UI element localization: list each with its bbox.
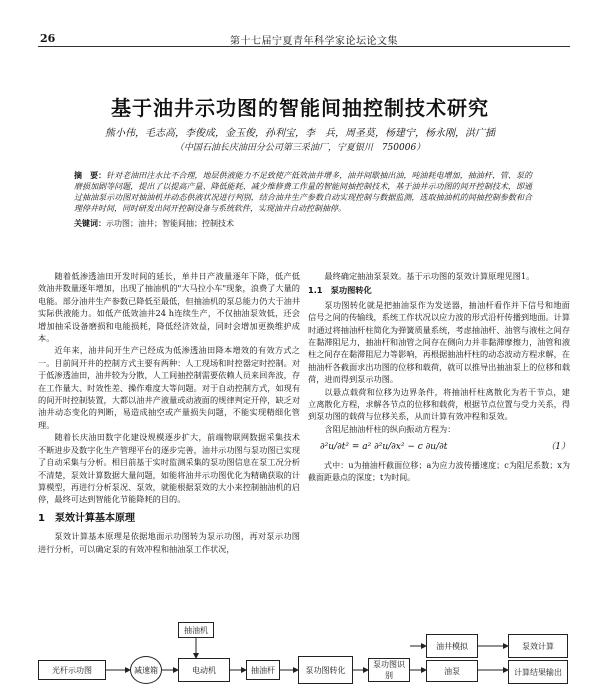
abstract-label: 摘 要： — [74, 171, 107, 180]
equation-1 — [308, 441, 570, 453]
affiliation: （中国石油长庆油田分公司第三采油厂，宁夏银川 750006） — [174, 143, 426, 153]
abstract-text: 针对老油田注水比不合理，地层供液能力不足致使产低效油井增多，油井间歇抽出油，吨油耗电增加，抽油杆、管、泵的磨损加剧等问题，提出了以提高产量、降低能耗、减少维修费工作量的智能间抽控制技术，基于油井示功图的间开控制技术，即通过抽油泵示功图对抽油机井动态供液状况进行判别，结合油井生产参数自动实现控制与数据监测，选取抽油机的间抽控制参数和合理停井时间，同时研发出间开控制设备与系统软件，实现油井自动控制抽停。 — [74, 171, 533, 213]
keywords-label: 关键词： — [74, 219, 106, 228]
box-dyno-output: 光杆示功图 — [38, 660, 106, 680]
left-column — [38, 270, 300, 555]
intro-paragraph-3: 随着长庆油田数字化建设规模逐步扩大，前端物联网数据采集技术不断进步及数字化生产管理平台的逐步完善，油井示功图与泵功图已实现了自动采集与分析。相目前基于实时监测采集的泵功图信息在泵工况分析不清楚，泵效计算数据大量问题，如能将油井示功图优化为精确获取的计算模型，再进行分析泵况、泵效，就能根据泵效的大小来控制抽油机的启停，最终可达到智能化节能降耗的目的。 — [38, 432, 301, 505]
keywords-text: 示功图；油井；智能间抽；控制技术 — [106, 219, 234, 228]
box-pumpjack: 抽油机 — [178, 622, 214, 638]
subsection-paragraph-3: 含阻尼抽油杆柱的纵向振动方程为： — [324, 423, 456, 434]
box-pump-card-identify: 泵功图识别 — [368, 658, 410, 682]
box-pump: 油泵 — [426, 660, 478, 682]
subsection-paragraph-2: 以悬点载荷和位移为边界条件，将抽油杆柱离散化为若干节点，建立离散化方程，求解各节点的位移和载荷，根据节点位置与受力关系，得到泵功图的载荷与位移关系，从而计算有效冲程和泵效。 — [308, 386, 571, 422]
box-result-output: 计算结果输出 — [508, 660, 568, 684]
running-head: 第十七届宁夏青年科学家论坛论文集 — [230, 36, 398, 47]
page-number: 26 — [40, 32, 56, 45]
box-motor: 电动机 — [178, 658, 230, 682]
section-1-paragraph: 泵效计算基本原理是依据地面示功图转为泵示功图，再对泵示功图进行分析，可以确定泵的有效冲程和抽油泵工作状况， — [38, 531, 300, 554]
section-1-heading: 1 泵效计算基本原理 — [38, 512, 135, 524]
subsection-paragraph-1: 泵功图转化就是把抽油泵作为发送器，抽油杆看作并下信号和地面信号之间的传输线，系统工作状况以应力波的形式沿杆传播到地面。计算时通过将抽油杆柱简化为弹簧质量系统，考虑抽油杆、油管与液柱之间存在黏滞阻尼力，抽油杆和油管之间存在侧向力并非黏滞摩擦力，油管和液柱之间存在黏滞阻尼力等影响，再根据抽油杆柱的动态波动方程求解，在抽油杆各截面求出功图的位移和载荷，就可以推导出抽油泵上的位移和载荷，进而得到泵示功图。 — [308, 299, 571, 385]
figure-reference-paragraph: 最终确定抽油泵泵效。基于示功图的泵效计算原理见图1。 — [324, 271, 535, 281]
equation-body: ∂²u/∂t² = a² ∂²u/∂x² − c ∂u/∂t — [320, 442, 448, 453]
figure-1-flowchart — [38, 622, 578, 690]
equation-note: 式中：u为抽油杆截面位移；a为应力波传播速度；c为阻尼系数；x为截面距悬点的深度；t为时间。 — [308, 460, 570, 483]
keywords — [74, 218, 532, 229]
box-rod: 抽油杆 — [246, 660, 280, 680]
box-well-simulation: 油井模拟 — [426, 634, 478, 658]
right-column — [308, 270, 570, 485]
paper-title: 基于油井示功图的智能间抽控制技术研究 — [111, 96, 489, 120]
equation-number: （1） — [546, 442, 570, 453]
box-pump-card-conversion: 泵功图转化 — [298, 656, 353, 684]
intro-paragraph-1: 随着低渗透油田开发时间的延长，单井日产液量逐年下降，低产低效油井数量逐年增加，出现了抽油机的"大马拉小车"现象，浪费了大量的电能。部分油井生产参数已降低至最低，但抽油机的泵总能力仍大于油井实际供液能力。如低产低效油井24 h连续生产，不仅抽油泵效低，还会增加抽采设备磨损和电能损耗，降低经济效益，同时会增加更换维护成本。 — [38, 271, 301, 344]
authors: 熊小伟，毛志高，李俊成，金玉俊，孙利宝，李 兵，周圣莫，杨建宁，杨永刚，洪广插 — [105, 128, 495, 139]
subsection-1-1-heading: 1.1 泵功图转化 — [308, 285, 372, 296]
header-rule — [38, 46, 570, 47]
abstract — [74, 170, 532, 229]
circle-gearbox: 减速箱 — [130, 656, 162, 684]
box-pump-efficiency: 泵效计算 — [508, 634, 568, 658]
intro-paragraph-2: 近年来，油井间开生产已经成为低渗透油田降本增效的有效方式之一。目前间开井的控制方式主要有两种：人工现场和时控器定时控制。对于低渗透油田，油井较为分散，人工间抽控制需要依赖人员来回奔波，存在工作量大、时效性差、操作难度大等问题。对于自动控制方式，如现有的间开时控制装置，大都以油井产液量或动液面的规律判定开停，缺乏对油井动态变化的判断，易造成抽空或产量损失问题，不能实现精细化管理。 — [38, 345, 301, 430]
